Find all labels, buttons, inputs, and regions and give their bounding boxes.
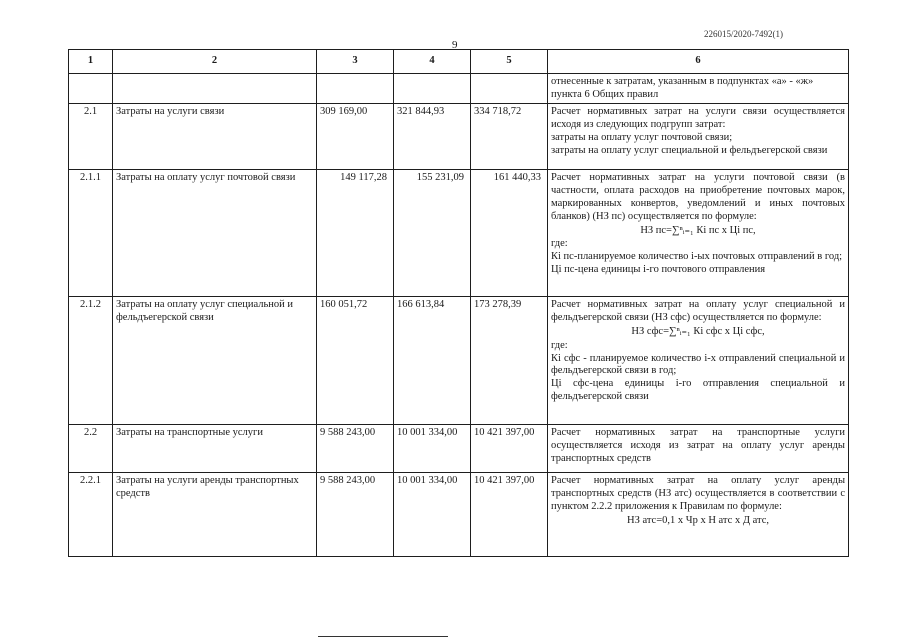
row-value-3: 9 588 243,00 — [317, 473, 394, 557]
row-value-3: 9 588 243,00 — [317, 425, 394, 473]
row-name — [113, 73, 317, 104]
row-value-3: 309 169,00 — [317, 104, 394, 170]
row-value-4: 10 001 334,00 — [394, 473, 471, 557]
header-col-2: 2 — [113, 50, 317, 74]
row-value-5: 161 440,33 — [471, 170, 548, 297]
row-value-3: 160 051,72 — [317, 297, 394, 425]
row-value-4: 10 001 334,00 — [394, 425, 471, 473]
row-code: 2.1.2 — [69, 297, 113, 425]
description-line: где: — [551, 238, 568, 250]
row-name: Затраты на оплату услуг специальной и фельдъегерской связи — [113, 297, 317, 425]
table-row — [69, 104, 849, 170]
norms-table — [68, 49, 849, 557]
description-line: Цi сфс-цена единицы i-го отправления специальной и фельдъегерской связи — [551, 378, 845, 402]
row-description — [548, 425, 849, 473]
row-value-5: 173 278,39 — [471, 297, 548, 425]
description-line: Расчет нормативных затрат на услуги связи осуществляется исходя из следующих подгрупп затрат: — [551, 106, 845, 131]
row-value-3: 149 117,28 — [317, 170, 394, 297]
description-line: Расчет нормативных затрат на оплату услуг специальной и фельдъегерской связи (НЗ сфс) осуществляется по формуле: — [551, 299, 845, 324]
row-code: 2.1.1 — [69, 170, 113, 297]
description-line: Цi пс-цена единицы i-го почтового отправления — [551, 263, 766, 275]
row-name: Затраты на услуги аренды транспортных средств — [113, 473, 317, 557]
row-value-4: 321 844,93 — [394, 104, 471, 170]
description-line: Кi пс-планируемое количество i-ых почтовых отправлений в год; — [551, 251, 843, 263]
row-description — [548, 473, 849, 557]
row-value-5: 10 421 397,00 — [471, 473, 548, 557]
header-col-1: 1 — [69, 50, 113, 74]
table-row — [69, 73, 849, 104]
description-line: Расчет нормативных затрат на транспортные услуги осуществляется исходя из затрат на оплату услуг аренды транспортных средств — [551, 427, 845, 464]
document-number: 226015/2020-7492(1) — [704, 29, 783, 39]
row-code — [69, 73, 113, 104]
row-value-5: 10 421 397,00 — [471, 425, 548, 473]
description-line: затраты на оплату услуг почтовой связи; — [551, 131, 733, 143]
table-row — [69, 425, 849, 473]
row-value-3 — [317, 73, 394, 104]
description-line: затраты на оплату услуг специальной и фельдъегерской связи — [551, 144, 828, 156]
row-code: 2.2.1 — [69, 473, 113, 557]
row-name: Затраты на услуги связи — [113, 104, 317, 170]
table-row — [69, 297, 849, 425]
row-value-5: 334 718,72 — [471, 104, 548, 170]
row-code: 2.2 — [69, 425, 113, 473]
row-name: Затраты на оплату услуг почтовой связи — [113, 170, 317, 297]
formula: НЗ атс=0,1 х Чр х Н атс х Д атс, — [626, 514, 769, 526]
row-name: Затраты на транспортные услуги — [113, 425, 317, 473]
row-description — [548, 73, 849, 104]
description-line: отнесенные к затратам, указанным в подпунктах «а» - «ж» пункта 6 Общих правил — [551, 75, 814, 100]
row-description — [548, 170, 849, 297]
row-description — [548, 104, 849, 170]
row-value-5 — [471, 73, 548, 104]
formula: НЗ сфс=∑ⁿᵢ₌₁ Кi сфс х Цi сфс, — [631, 325, 765, 337]
header-col-5: 5 — [471, 50, 548, 74]
table-row — [69, 170, 849, 297]
row-value-4: 155 231,09 — [394, 170, 471, 297]
table-header-row — [69, 50, 849, 74]
row-value-4: 166 613,84 — [394, 297, 471, 425]
description-line: Кi сфс - планируемое количество i-х отправлений специальной и фельдъегерской связи в год; — [551, 352, 845, 377]
footer-rule — [318, 636, 448, 637]
header-col-6: 6 — [548, 50, 849, 74]
description-line: где: — [551, 339, 568, 351]
row-code: 2.1 — [69, 104, 113, 170]
header-col-3: 3 — [317, 50, 394, 74]
description-line: Расчет нормативных затрат на оплату услуг аренды транспортных средств (НЗ атс) осуществляется в соответствии с пунктом 2.2.2 приложения к Правилам по формуле: — [551, 475, 845, 512]
header-col-4: 4 — [394, 50, 471, 74]
formula: НЗ пс=∑ⁿᵢ₌₁ Кi пс х Цi пс, — [640, 224, 756, 236]
table-row — [69, 473, 849, 557]
row-description — [548, 297, 849, 425]
row-value-4 — [394, 73, 471, 104]
page-number: 9 — [452, 39, 458, 51]
description-line: Расчет нормативных затрат на услуги почтовой связи (в частности, оплата расходов на приобретение почтовых марок, маркированных конвертов, уведомлений и иных почтовых бланков) (НЗ пс) осуществляется по формуле: — [551, 172, 845, 222]
